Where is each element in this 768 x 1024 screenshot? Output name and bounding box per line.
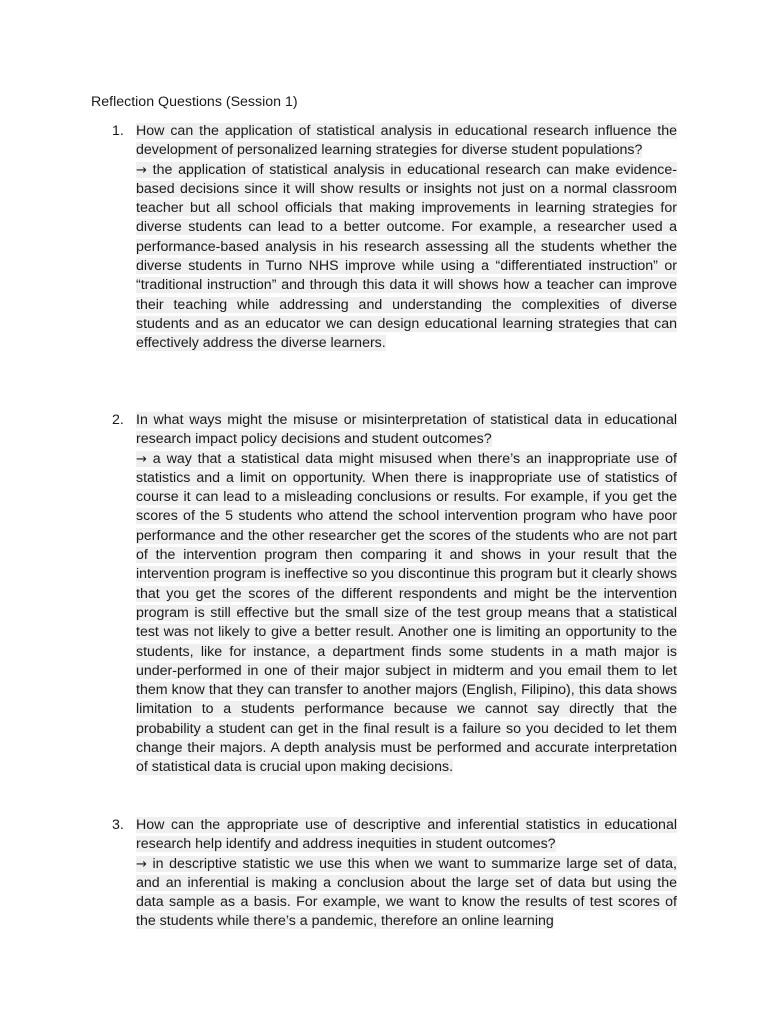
question-item-1 [112, 122, 677, 354]
arrow-right-icon: → [136, 856, 147, 872]
question-text [136, 122, 677, 161]
item-number: 1. [112, 123, 124, 139]
question-text [136, 816, 677, 855]
answer-text [136, 161, 677, 354]
answer-text-content: the application of statistical analysis in educational research can make evidence-based decisions since it will show results or insights not just on a normal classroom teacher but all school officials that making improvements in learning strategies for diverse students can lead to a better outcome. For example, a researcher used a performance-based analysis in his research assessing all the students whether the diverse students in Turno NHS improve while using a “differentiated instruction” or “traditional instruction” and through this data it will shows how a teacher can improve their teaching while addressing and understanding the complexities of diverse students and as an educator we can design educational learning strategies that can effectively address the diverse learners. [136, 161, 677, 352]
question-text-content: In what ways might the misuse or misinterpretation of statistical data in educational research impact policy decisions and student outcomes? [136, 412, 677, 448]
item-number: 3. [112, 817, 124, 833]
arrow-right-icon: → [136, 162, 147, 178]
document-title: Reflection Questions (Session 1) [91, 94, 298, 110]
answer-text-content: in descriptive statistic we use this when we want to summarize large set of data, and an inferential is making a conclusion about the large set of data but using the data sample as a basis. For example, we want to know the results of test scores of the students while there’s a pandemic, therefore an online learning [136, 855, 677, 930]
answer-text-content: a way that a statistical data might misused when there’s an inappropriate use of statistics and a limit on opportunity. When there is inappropriate use of statistics of course it can lead to a misleading conclusions or results. For example, if you get the scores of the 5 students who attend the school intervention program who have poor performance and the other researcher get the scores of the students who are not part of the intervention program then comparing it and shows in your result that the intervention program is ineffective so you discontinue this program but it clearly shows that you get the scores of the different respondents and might be the intervention program is still effective but the small size of the test group means that a statistical test was not likely to give a better result. Another one is limiting an opportunity to the students, like for instance, a department finds some students in a math major is under-performed in one of their major subject in midterm and you email them to let them know that they can transfer to another majors (English, Filipino), this data shows limitation to a students performance because we cannot say directly that the probability a student can get in the final result is a failure so you decided to let them change their majors. A depth analysis must be performed and accurate interpretation of statistical data is crucial upon making decisions. [136, 450, 677, 776]
arrow-right-icon: → [136, 451, 147, 467]
question-text [136, 411, 677, 450]
question-item-2 [112, 411, 677, 778]
question-text-content: How can the appropriate use of descriptive and inferential statistics in educational research help identify and address inequities in student outcomes? [136, 817, 677, 853]
item-number: 2. [112, 412, 124, 428]
answer-text [136, 450, 677, 778]
question-text-content: How can the application of statistical analysis in educational research influence the development of personalized learning strategies for diverse student populations? [136, 123, 677, 159]
answer-text [136, 855, 677, 932]
question-item-3 [112, 816, 677, 932]
